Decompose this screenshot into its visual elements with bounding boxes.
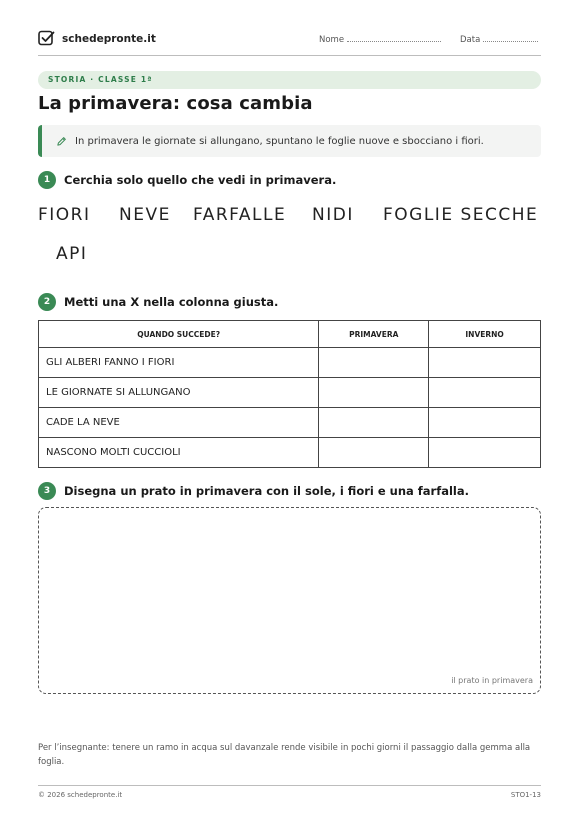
exercise-1-heading <box>38 171 336 189</box>
winter-answer-cell[interactable] <box>429 408 541 438</box>
word-neve[interactable]: NEVE <box>119 205 171 225</box>
row-label: CADE LA NEVE <box>39 408 319 438</box>
brand-logo <box>38 30 156 47</box>
word-farfalle[interactable]: FARFALLE <box>193 205 287 225</box>
name-line[interactable] <box>347 34 441 42</box>
row-label: NASCONO MOLTI CUCCIOLI <box>39 438 319 468</box>
date-label: Data <box>460 35 481 45</box>
winter-answer-cell[interactable] <box>429 438 541 468</box>
pencil-icon <box>56 136 67 147</box>
table-row <box>39 408 541 438</box>
winter-answer-cell[interactable] <box>429 348 541 378</box>
exercise-2-number: 2 <box>38 293 56 311</box>
exercise-1-instruction: Cerchia solo quello che vedi in primavera. <box>64 173 337 187</box>
word-fiori[interactable]: FIORI <box>38 205 91 225</box>
exercise-3-heading <box>38 482 469 500</box>
teacher-note: Per l’insegnante: tenere un ramo in acqua sul davanzale rende visibile in pochi giorni il passaggio dalla gemma alla foglia. <box>38 743 531 767</box>
exercise-1-number: 1 <box>38 171 56 189</box>
sheet-code: STO1-13 <box>510 791 541 799</box>
column-header-event: QUANDO SUCCEDE? <box>39 321 319 348</box>
season-table <box>38 320 541 468</box>
spring-answer-cell[interactable] <box>319 348 429 378</box>
drawing-caption: il prato in primavera <box>451 676 533 685</box>
exercise-3-instruction: Disegna un prato in primavera con il sole, i fiori e una farfalla. <box>64 484 470 498</box>
spring-answer-cell[interactable] <box>319 438 429 468</box>
column-header-spring: PRIMAVERA <box>319 321 429 348</box>
subject-tag: STORIA · CLASSE 1ª <box>38 71 541 89</box>
name-label: Nome <box>319 35 345 45</box>
row-label: GLI ALBERI FANNO I FIORI <box>39 348 319 378</box>
table-header-row <box>39 321 541 348</box>
page-footer <box>38 785 541 799</box>
date-field[interactable] <box>460 34 538 45</box>
exercise-2-heading <box>38 293 278 311</box>
name-field[interactable] <box>319 34 441 45</box>
exercise-3-number: 3 <box>38 482 56 500</box>
word-nidi[interactable]: NIDI <box>312 205 354 225</box>
table-row <box>39 348 541 378</box>
table-row <box>39 438 541 468</box>
row-label: LE GIORNATE SI ALLUNGANO <box>39 378 319 408</box>
note-text: In primavera le giornate si allungano, spuntano le foglie nuove e sbocciano i fiori. <box>75 135 484 147</box>
column-header-winter: INVERNO <box>429 321 541 348</box>
copyright: © 2026 schedepronte.it <box>38 791 123 799</box>
drawing-area[interactable] <box>38 507 541 694</box>
brand-name: schedepronte.it <box>62 32 156 45</box>
word-api[interactable]: API <box>56 244 88 264</box>
checkbox-icon <box>38 30 55 47</box>
spring-answer-cell[interactable] <box>319 408 429 438</box>
table-row <box>39 378 541 408</box>
spring-answer-cell[interactable] <box>319 378 429 408</box>
page-header <box>38 30 541 56</box>
exercise-2-instruction: Metti una X nella colonna giusta. <box>64 295 279 309</box>
word-foglie-secche[interactable]: FOGLIE SECCHE <box>383 205 539 225</box>
info-note <box>38 125 541 157</box>
winter-answer-cell[interactable] <box>429 378 541 408</box>
page-title: La primavera: cosa cambia <box>38 93 313 114</box>
date-line[interactable] <box>483 34 538 42</box>
